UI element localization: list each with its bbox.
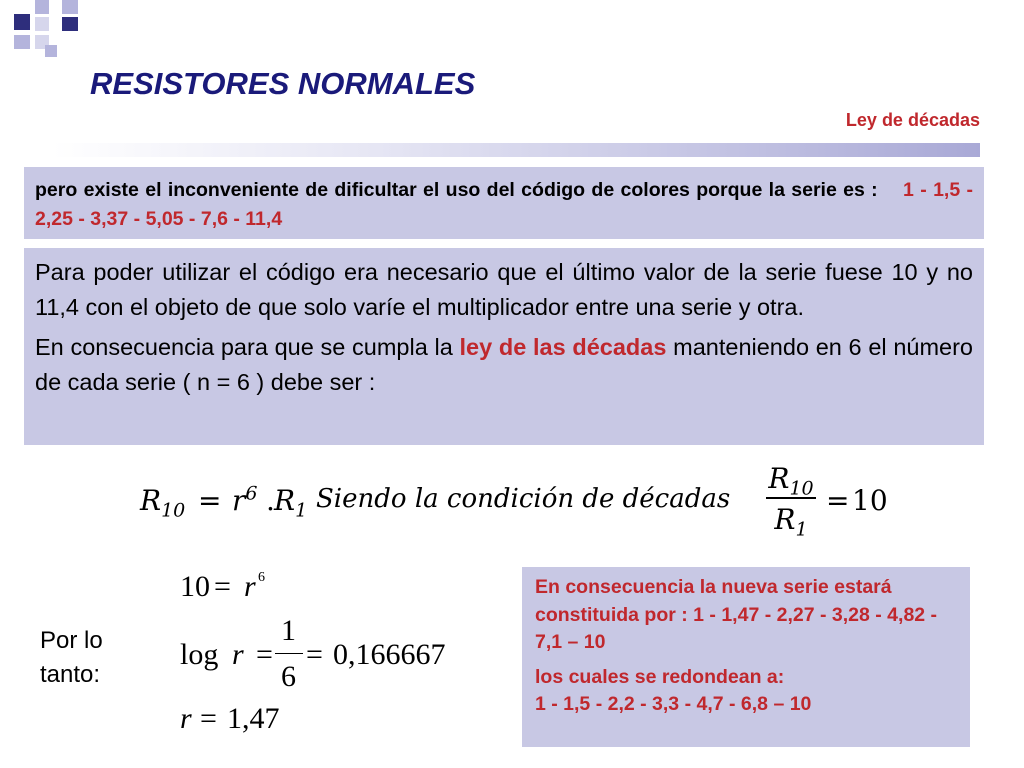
formula-r1 bbox=[274, 484, 308, 522]
deco-square bbox=[62, 17, 78, 31]
intro-sentence: pero existe el inconveniente de dificultar el uso del código de colores porque la serie es : bbox=[35, 179, 878, 201]
formula-r-power bbox=[232, 484, 257, 517]
formula-equals-2: = bbox=[826, 484, 850, 517]
formula-dot: . bbox=[266, 484, 275, 517]
formula-fraction bbox=[766, 462, 816, 541]
explanation-box bbox=[24, 248, 984, 445]
math-line1-ten: 10 bbox=[180, 570, 210, 603]
math-line2-equals-2: = bbox=[306, 638, 323, 671]
deco-square bbox=[14, 35, 30, 49]
math-line3-value: 1,47 bbox=[227, 702, 280, 735]
math-line2-equals: = bbox=[256, 638, 273, 671]
formula-equals: = bbox=[198, 484, 222, 517]
therefore-label: Por lo tanto: bbox=[40, 627, 103, 688]
math-line1-exp: 6 bbox=[258, 570, 265, 585]
formula-r1-sub: 1 bbox=[295, 499, 308, 522]
formula-r-exp: 6 bbox=[245, 482, 258, 505]
explanation-before: En consecuencia para que se cumpla la bbox=[35, 334, 453, 360]
formula-lhs bbox=[140, 484, 186, 522]
math-line2-fraction-bar bbox=[275, 653, 303, 654]
new-series-text: En consecuencia la nueva serie estará constituida por : 1 - 1,47 - 2,27 - 3,28 - 4,82 - 7,1 – 10 bbox=[535, 576, 938, 653]
math-line1-r: r bbox=[244, 570, 256, 603]
rounded-series: 1 - 1,5 - 2,2 - 3,3 - 4,7 - 6,8 – 10 bbox=[535, 693, 812, 715]
formula-result: 10 bbox=[852, 484, 888, 517]
math-line2-r: r bbox=[232, 638, 244, 671]
fraction-num-base: R bbox=[768, 462, 790, 495]
formula-fraction-num bbox=[766, 462, 816, 500]
formula-r1-base: R bbox=[274, 484, 296, 517]
decade-formula bbox=[140, 462, 900, 544]
page-subtitle: Ley de décadas bbox=[845, 110, 980, 130]
formula-condition-text: Siendo la condición de décadas bbox=[316, 484, 731, 514]
fraction-den-sub: 1 bbox=[795, 518, 808, 541]
fraction-den-base: R bbox=[774, 503, 796, 536]
rounded-series-text bbox=[535, 664, 957, 719]
formula-r-base: r bbox=[232, 484, 246, 517]
formula-fraction-den bbox=[766, 503, 816, 541]
math-line2-numerator: 1 bbox=[281, 614, 296, 647]
math-line1-equals: = bbox=[214, 570, 231, 603]
explanation-after: manteniendo en 6 el número de cada serie ( n = 6 ) debe ser : bbox=[35, 334, 973, 395]
deco-square bbox=[35, 17, 49, 31]
intro-series: 1 - 1,5 - 2,25 - 3,37 - 5,05 - 7,6 - 11,4 bbox=[35, 179, 974, 230]
explanation-paragraph-2 bbox=[35, 330, 973, 399]
new-series-box bbox=[522, 567, 970, 747]
intro-box bbox=[24, 167, 984, 239]
math-line3-equals: = bbox=[200, 702, 217, 735]
deco-square bbox=[35, 0, 49, 14]
explanation-paragraph-1: Para poder utilizar el código era necesario que el último valor de la serie fuese 10 y no 11,4 con el objeto de que solo varíe el multiplicador entre una serie y otra. bbox=[35, 259, 973, 320]
formula-lhs-sub: 10 bbox=[161, 499, 186, 522]
deco-square bbox=[62, 0, 78, 14]
math-line3-r: r bbox=[180, 702, 192, 735]
math-line2-denominator: 6 bbox=[281, 660, 296, 693]
fraction-num-sub: 10 bbox=[789, 477, 814, 500]
formula-lhs-base: R bbox=[140, 484, 162, 517]
math-line2-value: 0,166667 bbox=[333, 638, 446, 671]
page-title: RESISTORES NORMALES bbox=[90, 66, 476, 101]
header-gradient-rule bbox=[52, 143, 980, 157]
explanation-highlight: ley de las décadas bbox=[459, 334, 667, 360]
rounded-label: los cuales se redondean a: bbox=[535, 665, 785, 688]
deco-square bbox=[14, 14, 30, 30]
deco-square bbox=[45, 45, 57, 57]
intro-text bbox=[35, 176, 973, 234]
math-line2-log: log bbox=[180, 638, 219, 671]
